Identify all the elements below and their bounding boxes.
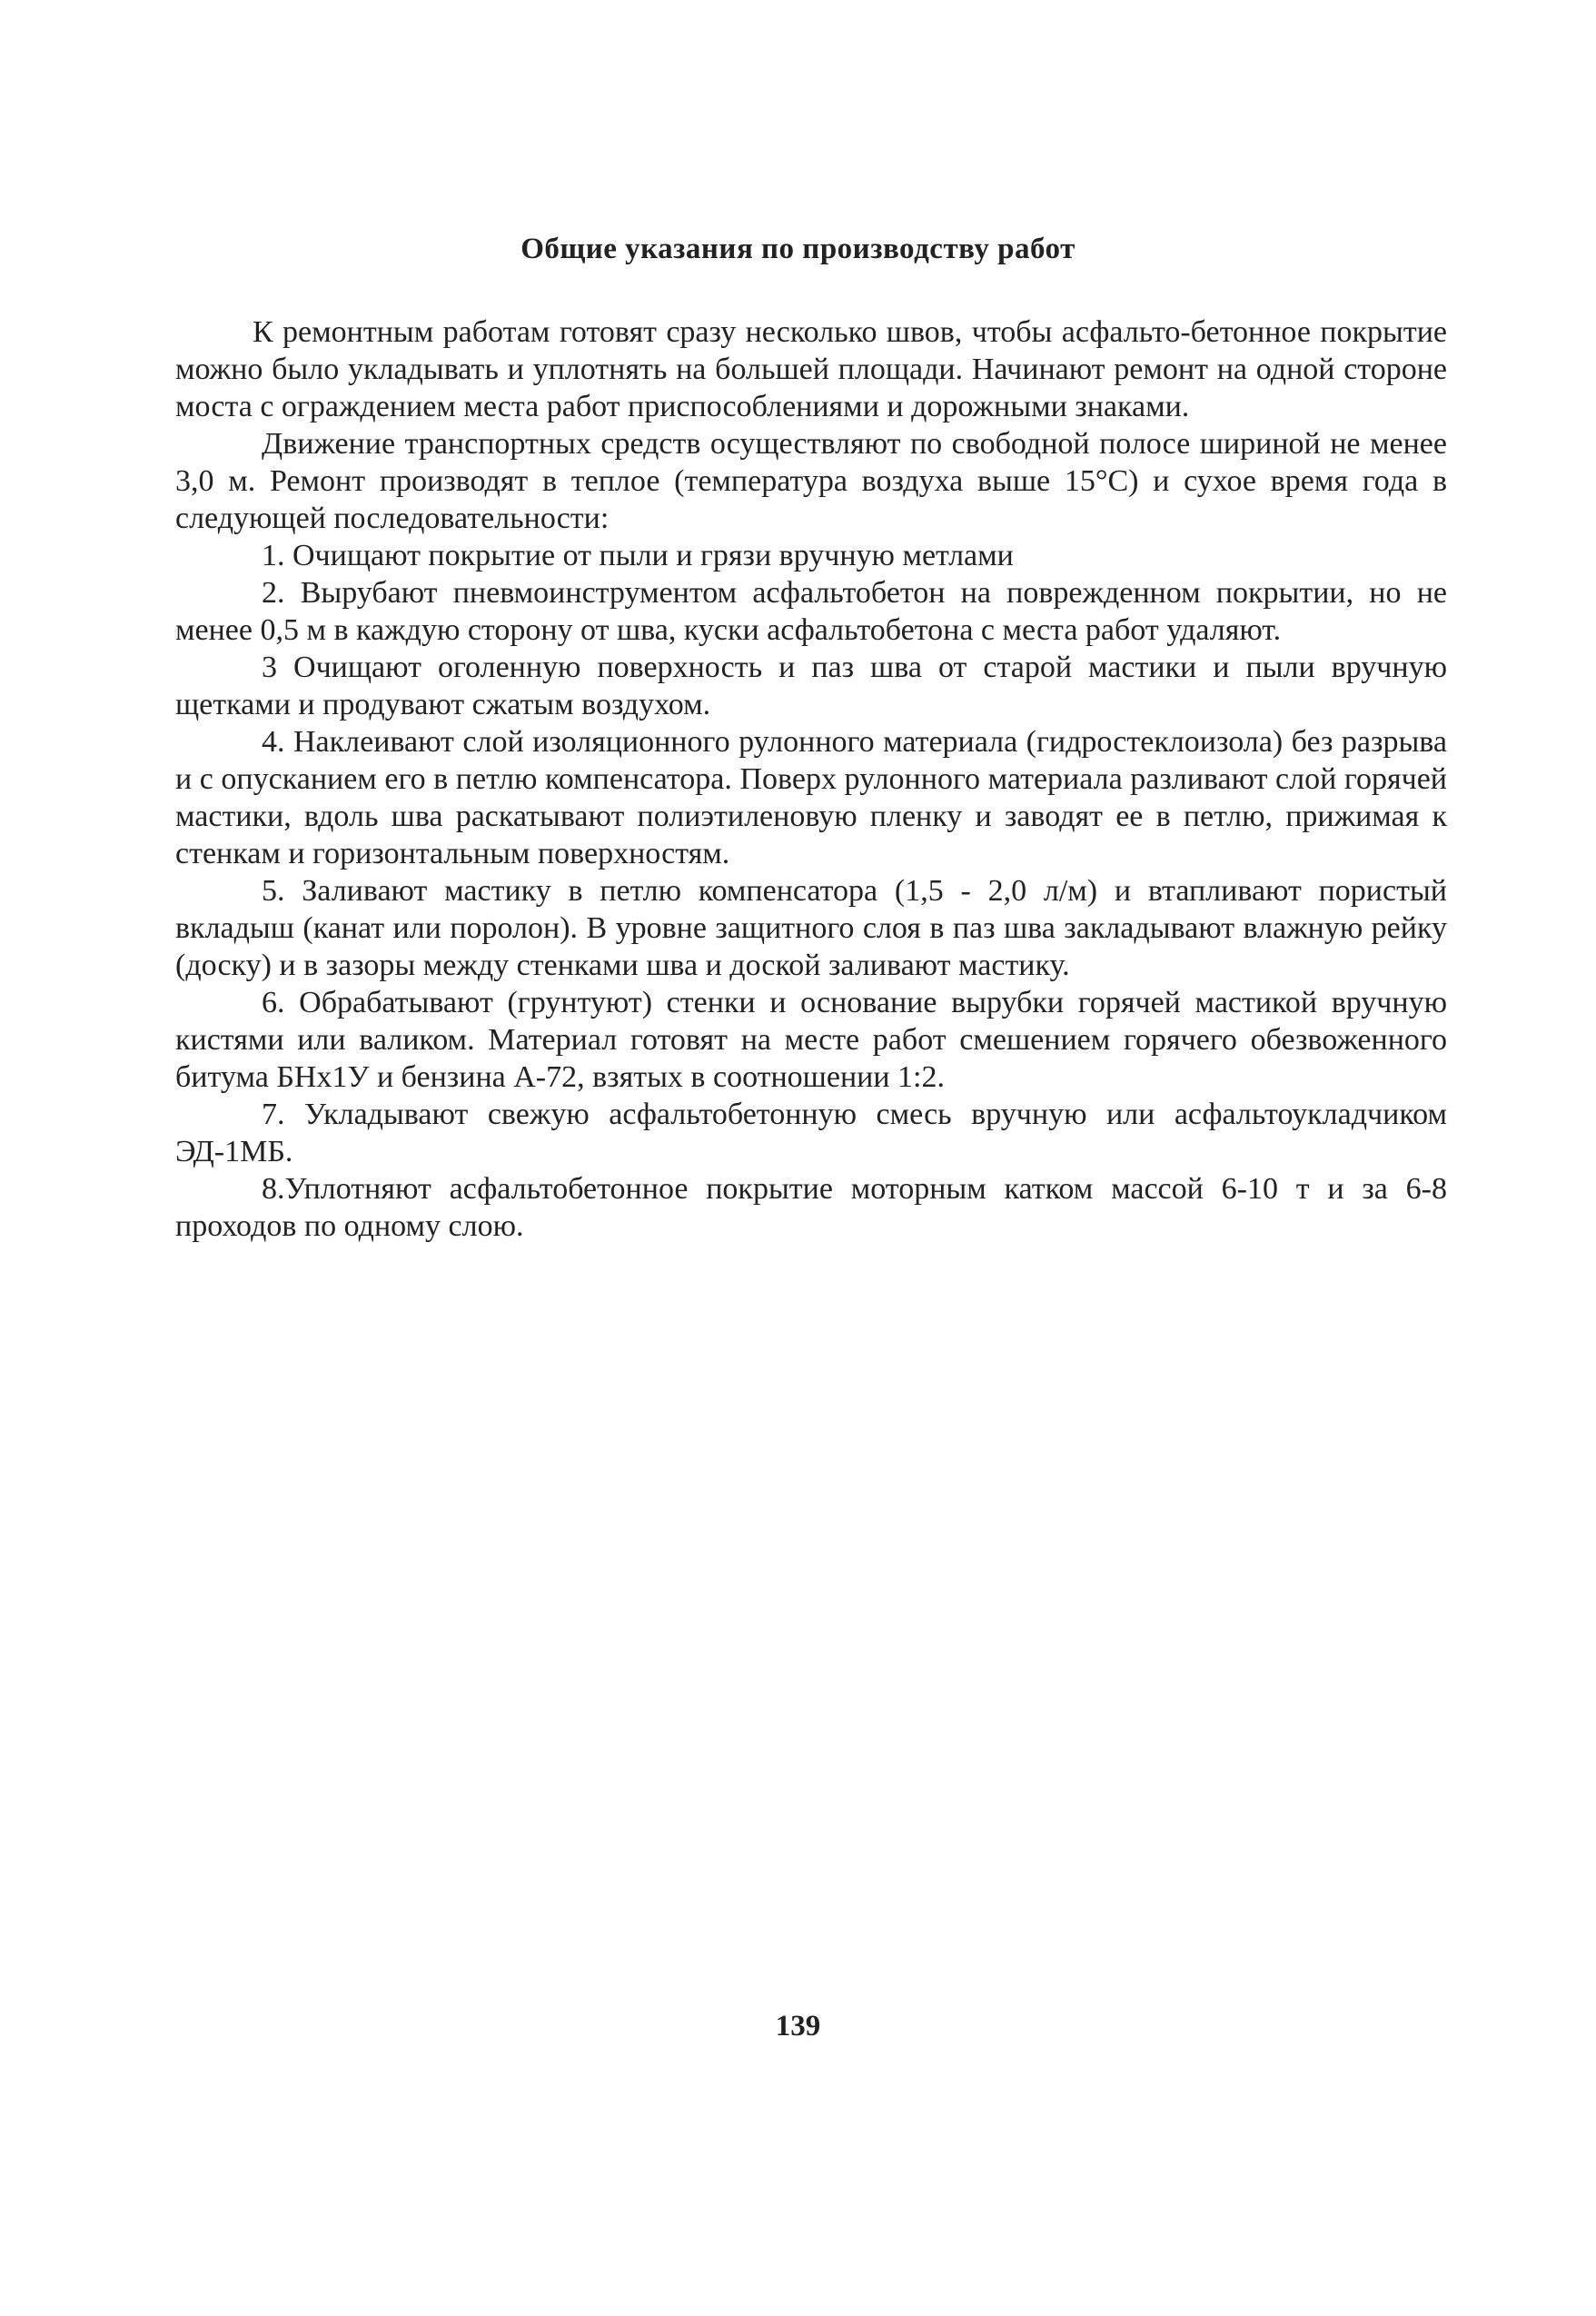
list-item: 5. Заливают мастику в петлю компенсатора (1,5 - 2,0 л/м) и втапливают пористый вкладыш (канат или поролон). В уровне защитного слоя в паз шва закладывают влажную рейку (доску) и в зазоры между стенками шва и доской заливают мастику. [175,874,1447,982]
list-item: 3 Очищают оголенную поверхность и паз шва от старой мастики и пыли вручную щетками и продувают сжатым воздухом. [175,651,1447,721]
page-number: 139 [775,2010,821,2043]
list-item: 1. Очищают покрытие от пыли и грязи вручную метлами [262,539,1014,572]
list-item: 8.Уплотняют асфальтобетонное покрытие моторным катком массой 6-10 т и за 6-8 проходов по одному слою. [175,1172,1447,1243]
paragraph: Движение транспортных средств осуществляют по свободной полосе шириной не менее 3,0 м. Ремонт производят в теплое (температура воздуха выше 15°С) и сухое время года в следующей последовательности: [175,427,1447,535]
list-item: 4. Наклеивают слой изоляционного рулонного материала (гидростеклоизола) без разрыва и с опусканием его в петлю компенсатора. Поверх рулонного материала разливают слой горячей мастики, вдоль шва раскатывают полиэтиленовую пленку и заводят ее в петлю, прижимая к стенкам и горизонтальным поверхностям. [175,725,1447,870]
section-title: Общие указания по производству работ [520,233,1076,265]
body-text [175,313,1447,1245]
list-item: 7. Укладывают свежую асфальтобетонную смесь вручную или асфальтоукладчиком ЭД-1МБ. [175,1098,1447,1168]
list-item: 2. Вырубают пневмоинструментом асфальтобетон на поврежденном покрытии, но не менее 0,5 м в каждую сторону от шва, куски асфальтобетона с места работ удаляют. [175,576,1447,647]
list-item: 6. Обрабатывают (грунтуют) стенки и основание вырубки горячей мастикой вручную кистями или валиком. Материал готовят на месте работ смешением горячего обезвоженного битума БНх1У и бензина А-72, взятых в соотношении 1:2. [175,986,1447,1094]
paragraph: К ремонтным работам готовят сразу несколько швов, чтобы асфальто-бетонное покрытие можно было укладывать и уплотнять на большей площади. Начинают ремонт на одной стороне моста с ограждением места работ приспособлениями и дорожными знаками. [175,315,1447,423]
